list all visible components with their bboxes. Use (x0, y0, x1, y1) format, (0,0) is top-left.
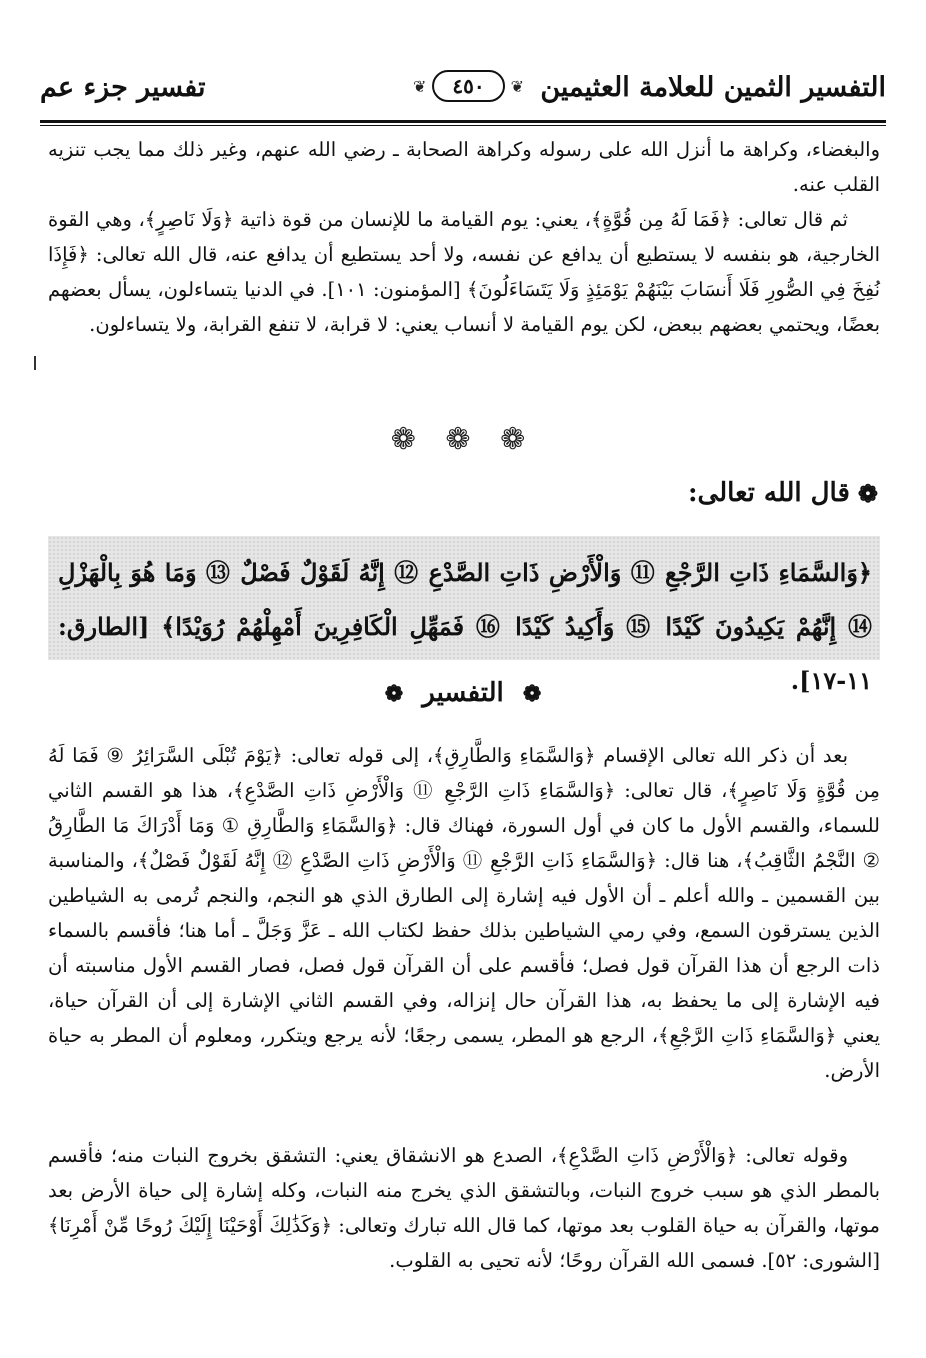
flower-ornament-icon: ❁ (857, 478, 878, 508)
tafsir-heading (0, 678, 926, 708)
part-title: تفسير جزء عم (40, 71, 206, 103)
paragraph-no-strength: ثم قال تعالى: ﴿فَمَا لَهُ مِن قُوَّةٍ﴾، يعني: يوم القيامة ما للإنسان من قوة ذاتية ﴿وَلَا نَاصِرٍ﴾، وهي القوة الخارجية، هو بنفسه لا يستطيع أن يدافع عن نفسه، ولا أحد يستطيع أن يدافع عنه، قال الله تعالى: ﴿فَإِذَا نُفِخَ فِي الصُّورِ فَلَا أَنسَابَ بَيْنَهُمْ يَوْمَئِذٍ وَلَا يَتَسَاءَلُونَ﴾ [المؤمنون: ١٠١]. في الدنيا يتساءلون، يسأل بعضهم بعضًا، ويحتمي بعضهم ببعض، لكن يوم القيامة لا أنساب يعني: لا قرابة، لا تنفع القرابة، ولا يتساءلون. (48, 208, 880, 336)
page-number-cartouche (413, 70, 524, 102)
ornament-icon: ❦ (510, 76, 525, 96)
section-separator: ❁ ❁ ❁ (390, 422, 536, 457)
book-title: التفسير الثمين للعلامة العثيمين (540, 71, 886, 103)
flower-ornament-icon: ❁ (384, 681, 404, 707)
header-divider (40, 120, 886, 123)
quran-verse-block: ﴿وَالسَّمَاءِ ذَاتِ الرَّجْعِ ⑪ وَالْأَرْضِ ذَاتِ الصَّدْعِ ⑫ إِنَّهُ لَقَوْلٌ فَصْلٌ ⑬ وَمَا هُوَ بِالْهَزْلِ ⑭ إِنَّهُمْ يَكِيدُونَ كَيْدًا ⑮ وَأَكِيدُ كَيْدًا ⑯ فَمَهِّلِ الْكَافِرِينَ أَمْهِلْهُمْ رُوَيْدًا﴾ [الطارق: ١١-١٧]. (58, 558, 872, 695)
page-header (40, 56, 886, 118)
paragraph-tafsir-earth: وقوله تعالى: ﴿وَالْأَرْضِ ذَاتِ الصَّدْعِ﴾، الصدع هو الانشقاق يعني: التشقق بخروج النبات منه؛ فأقسم بالمطر الذي هو سبب خروج النبات، وبالتشقق الذي يخرج منه النبات، وكله إشارة إلى حياة الأرض بعد موتها، والقرآن به حياة القلوب بعد موتها، كما قال الله تبارك وتعالى: ﴿وَكَذَٰلِكَ أَوْحَيْنَا إِلَيْكَ رُوحًا مِّنْ أَمْرِنَا﴾ [الشورى: ٥٢]. فسمى الله القرآن روحًا؛ لأنه تحيى به القلوب. (48, 1144, 880, 1272)
ornament-icon: ❦ (413, 76, 427, 96)
tafsir-heading-text: التفسير (422, 678, 504, 708)
section-heading-text: قال الله تعالى: (687, 478, 850, 508)
paragraph-tafsir-main: بعد أن ذكر الله تعالى الإقسام ﴿وَالسَّمَاءِ وَالطَّارِقِ﴾، إلى قوله تعالى: ﴿يَوْمَ تُبْلَى السَّرَائِرُ ⑨ فَمَا لَهُ مِن قُوَّةٍ وَلَا نَاصِرٍ﴾، قال تعالى: ﴿وَالسَّمَاءِ ذَاتِ الرَّجْعِ ⑪ وَالْأَرْضِ ذَاتِ الصَّدْعِ﴾، هذا هو القسم الثاني للسماء، والقسم الأول ما كان في أول السورة، فهناك قال: ﴿وَالسَّمَاءِ وَالطَّارِقِ ① وَمَا أَدْرَاكَ مَا الطَّارِقُ ② النَّجْمُ الثَّاقِبُ﴾، هنا قال: ﴿وَالسَّمَاءِ ذَاتِ الرَّجْعِ ⑪ وَالْأَرْضِ ذَاتِ الصَّدْعِ ⑫ إِنَّهُ لَقَوْلٌ فَصْلٌ﴾، والمناسبة بين القسمين ـ والله أعلم ـ أن الأول فيه إشارة إلى الطارق الذي هو النجم، والنجم تُرمى به الشياطين الذين يسترقون السمع، وفي رمي الشياطين بذلك حفظ لكتاب الله ـ عَزَّ وَجَلَّ ـ أما هنا؛ فأقسم بالسماء ذات الرجع أن هذا القرآن قول فصل؛ فأقسم على أن القرآن قول فصل، فصار القسم الأول مناسبته أن فيه الإشارة إلى ما يحفظ به، هذا القرآن حال إنزاله، وفي القسم الثاني الإشارة إلى أن القرآن حياة، يعني ﴿وَالسَّمَاءِ ذَاتِ الرَّجْعِ﴾، الرجع هو المطر، يسمى رجعًا؛ لأنه يرجع ويتكرر، ومعلوم أن المطر به حياة الأرض. (48, 744, 880, 1082)
paragraph-continuation: والبغضاء، وكراهة ما أنزل الله على رسوله وكراهة الصحابة ـ رضي الله عنهم، وغير ذلك مما يجب تنزيه القلب عنه. (48, 138, 880, 196)
page-number: ٤٥٠ (432, 70, 504, 102)
flower-ornament-icon: ❁ (522, 681, 542, 707)
header-divider-thin (40, 125, 886, 126)
margin-mark (34, 356, 36, 370)
section-heading (688, 478, 878, 508)
